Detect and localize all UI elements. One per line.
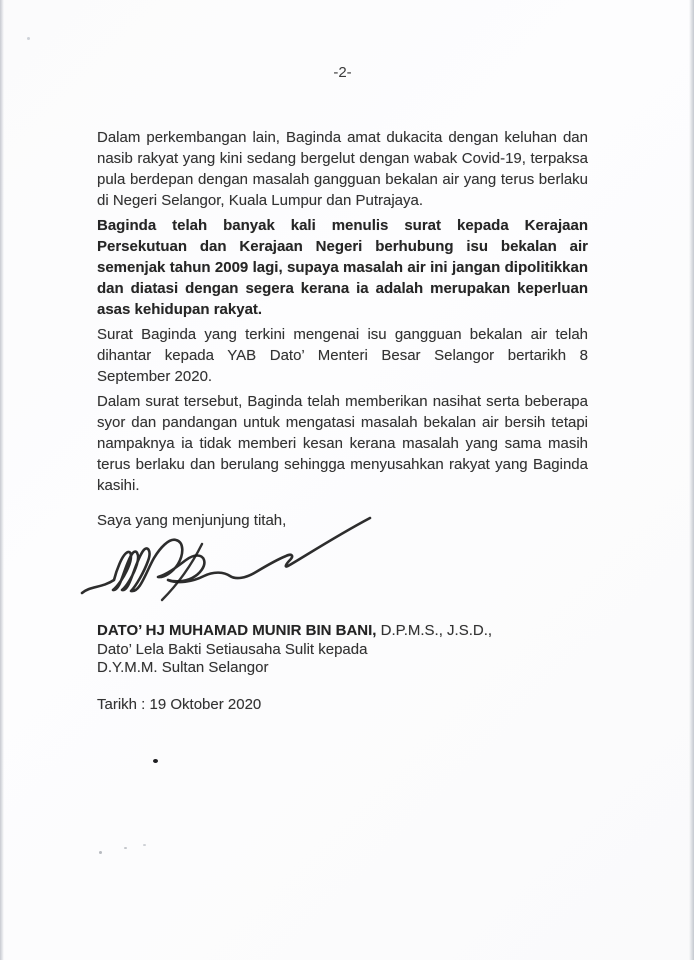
scan-speck [143, 844, 146, 846]
letter-paragraph: Dalam surat tersebut, Baginda telah memberikan nasihat serta beberapa syor dan pandangan untuk mengatasi masalah bekalan air bersih tetapi nampaknya ia tidak memberi kesan kerana masalah yang sama masih terus berlaku dan berulang sehingga menyusahkan rakyat yang Baginda kasihi. [97, 393, 588, 494]
scan-speck [124, 847, 127, 849]
letter-paragraph: Baginda telah banyak kali menulis surat kepada Kerajaan Persekutuan dan Kerajaan Negeri berhubung isu bekalan air semenjak tahun 2009 lagi, supaya masalah air ini jangan dipolitikkan dan diatasi dengan segera kerana ia adalah merupakan keperluan asas kehidupan rakyat. [97, 217, 588, 318]
signatory-name-line [97, 622, 588, 641]
date-line: Tarikh : 19 Oktober 2020 [97, 695, 262, 713]
signature-icon [66, 502, 386, 617]
signatory-block [97, 622, 588, 678]
signatory-honors: D.P.M.S., J.S.D., [376, 622, 493, 639]
signatory-role-line1: Dato’ Lela Bakti Setiausaha Sulit kepada [97, 640, 368, 658]
closing-phrase: Saya yang menjunjung titah, [97, 512, 287, 529]
ink-dot [153, 759, 158, 763]
scan-edge-right [689, 0, 694, 960]
scan-speck [99, 851, 102, 854]
letter-body [97, 127, 588, 531]
page-number: -2- [333, 64, 352, 81]
scan-speck [27, 37, 30, 40]
letter-paragraph: Dalam perkembangan lain, Baginda amat dukacita dengan keluhan dan nasib rakyat yang kini sedang bergelut dengan wabak Covid-19, terpaksa pula berdepan dengan masalah gangguan bekalan air yang terus berlaku di Negeri Selangor, Kuala Lumpur dan Putrajaya. [97, 129, 588, 209]
signatory-name: DATO’ HJ MUHAMAD MUNIR BIN BANI, [97, 622, 377, 639]
scan-edge-left [0, 0, 4, 960]
signatory-role-line2: D.Y.M.M. Sultan Selangor [97, 659, 269, 676]
letter-paragraph: Surat Baginda yang terkini mengenai isu gangguan bekalan air telah dihantar kepada YAB Dato’ Menteri Besar Selangor bertarikh 8 September 2020. [97, 326, 588, 385]
